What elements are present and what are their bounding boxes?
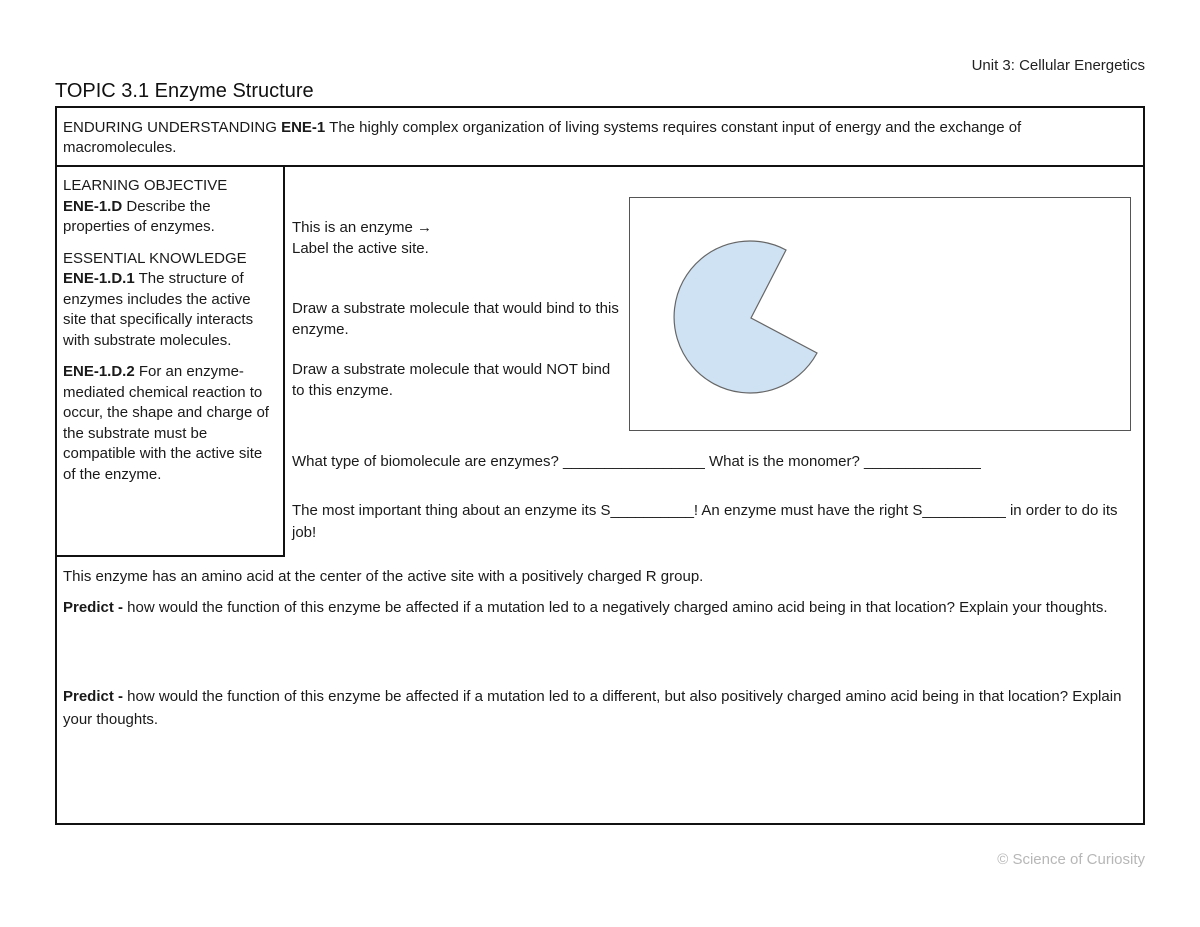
predict-question-1 [63,597,1137,620]
ek1-text: The structure of enzymes includes the active site that specifically interacts with substrate molecules. [63,270,254,349]
eu-text: The highly complex organization of living systems requires constant input of energy and the exchange of macromolecules. [63,119,1022,156]
predict-text-1: how would the function of this enzyme be affected if a mutation led to a negatively charged amino acid being in that location? Explain your thoughts. [123,598,1108,616]
predict-label-1: Predict - [63,598,124,616]
lo-heading: LEARNING OBJECTIVE [63,177,228,194]
worksheet-frame [55,106,1145,825]
predict-intro: This enzyme has an amino acid at the center of the active site with a positively charged R group. [63,568,704,585]
eu-prefix: ENDURING UNDERSTANDING [63,119,282,136]
shape-question: The most important thing about an enzyme its S__________! An enzyme must have the right S__________ in order to do its job! [292,502,1118,541]
enzyme-prompt-line1: This is an enzyme → [292,219,433,236]
ek2-text: For an enzyme-mediated chemical reaction to occur, the shape and charge of the substrate must be compatible with the active site of the enzyme. [63,363,269,483]
enzyme-shape [674,241,817,393]
predict-question-2 [63,686,1137,731]
enduring-understanding [57,108,1143,167]
ek1-code: ENE-1.D.1 [63,270,135,287]
essential-knowledge-2 [63,362,277,485]
essential-knowledge-1 [63,249,277,352]
biomolecule-question: What type of biomolecule are enzymes? _________________ What is the monomer? ______________ [292,453,981,470]
predict-text-2: how would the function of this enzyme be affected if a mutation led to a different, but also positively charged amino acid being in that location? Explain your thoughts. [63,688,1122,728]
substrate-not-bind-prompt: Draw a substrate molecule that would NOT bind to this enzyme. [292,361,611,399]
copyright-notice: © Science of Curiosity [997,851,1145,868]
learning-objective-column [57,167,285,557]
ek2-code: ENE-1.D.2 [63,363,135,380]
enzyme-prompt-line2: Label the active site. [292,239,429,257]
predict-label-2: Predict - [63,688,124,705]
lo-code: ENE-1.D [63,197,123,215]
enzyme-diagram [630,198,1130,430]
enzyme-prompt [292,218,622,259]
lo-text: Describe the properties of enzymes. [63,197,215,235]
predict-section [63,566,1137,731]
page-title: TOPIC 3.1 Enzyme Structure [55,80,314,102]
eu-code: ENE-1 [281,119,326,136]
substrate-bind-prompt: Draw a substrate molecule that would bind to this enzyme. [292,300,619,338]
ek-heading: ESSENTIAL KNOWLEDGE [63,249,247,267]
enzyme-diagram-box [629,197,1131,431]
learning-objective [63,176,277,238]
unit-title: Unit 3: Cellular Energetics [971,57,1145,74]
